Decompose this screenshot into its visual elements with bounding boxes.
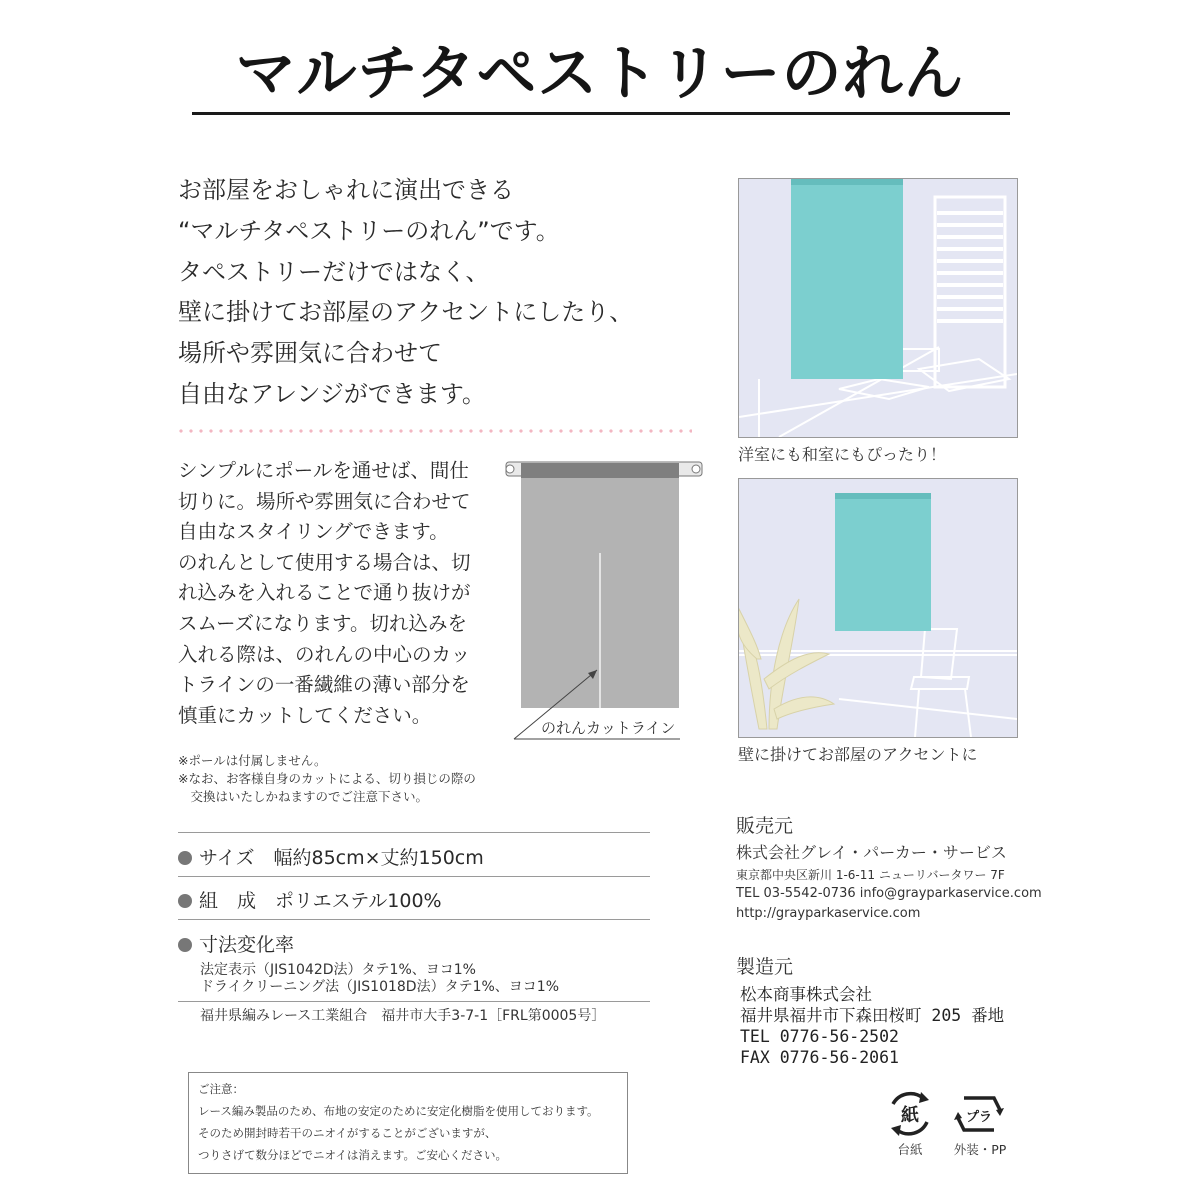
plastic-mark-glyph: プラ: [965, 1110, 993, 1125]
bullet-icon: [178, 938, 192, 952]
room-photo-2: [738, 478, 1018, 738]
photo-caption-1: 洋室にも和室にもぴったり！: [738, 445, 947, 464]
photo-caption-2: 壁に掛けてお部屋のアクセントに: [738, 745, 978, 764]
pole-end-left: [506, 465, 514, 473]
caution-line: そのため開封時若干のニオイがすることがございますが、: [198, 1126, 497, 1140]
plastic-label: 外装・PP: [953, 1142, 1007, 1157]
noren-top-band: [521, 463, 679, 478]
spec-divider: [178, 919, 650, 920]
note-line: ※ポールは付属しません。: [178, 753, 327, 768]
seller-heading: 販売元: [736, 815, 794, 837]
tapestry-shape-2: [835, 493, 931, 631]
paper-label: 台紙: [897, 1142, 923, 1157]
page-title: マルチタペストリーのれん: [235, 39, 965, 109]
spec-size-text: サイズ 幅約85cm×丈約150cm: [199, 847, 484, 869]
maker-heading: 製造元: [736, 956, 794, 978]
noren-illustration: [500, 455, 710, 745]
intro-line: タペストリーだけではなく、: [178, 257, 490, 286]
intro-text: [178, 170, 718, 415]
maker-line: TEL 0776-56-2502: [740, 1027, 899, 1046]
spec-shrink-line: 法定表示（JIS1042D法）タテ1%、ヨコ1%: [200, 962, 476, 978]
maker-line: FAX 0776-56-2061: [740, 1048, 899, 1067]
spec-shrink-line: ドライクリーニング法（JIS1018D法）タテ1%、ヨコ1%: [200, 979, 559, 995]
spec-divider: [178, 832, 650, 833]
maker-info: [740, 984, 1004, 1068]
seller-address: 東京都中央区新川 1-6-11 ニューリバータワー 7F: [736, 868, 1005, 882]
seller-url: http://grayparkaservice.com: [736, 906, 921, 921]
paper-recycle-icon: [885, 1090, 935, 1138]
paper-mark-glyph: 紙: [901, 1105, 919, 1126]
maker-line: 福井県福井市下森田桜町 205 番地: [740, 1006, 1005, 1025]
usage-line: 慎重にカットしてください。: [178, 703, 432, 727]
spec-size: [178, 843, 484, 870]
caution-box: [188, 1072, 628, 1174]
usage-text: [178, 456, 508, 731]
title-divider: [192, 112, 1010, 115]
spec-shrink-title: [178, 930, 294, 957]
usage-line: 自由なスタイリングできます。: [178, 520, 449, 544]
intro-line: お部屋をおしゃれに演出できる: [178, 176, 514, 204]
spec-divider: [178, 1001, 650, 1002]
usage-line: スムーズになります。切れ込みを: [178, 611, 467, 635]
cut-line-label: のれんカットライン: [541, 719, 676, 737]
seller-company: 株式会社グレイ・パーカー・サービス: [736, 843, 1007, 862]
room-scene-1: [739, 179, 1017, 437]
spec-association: 福井県編みレース工業組合 福井市大手3-7-1［FRL第0005号］: [200, 1008, 606, 1024]
room-scene-2: [739, 479, 1017, 737]
usage-line: れ込みを入れることで通り抜けが: [178, 581, 471, 605]
usage-line: 切りに。場所や雰囲気に合わせて: [178, 489, 471, 513]
bullet-icon: [178, 894, 192, 908]
intro-line: “マルチタペストリーのれん”です。: [178, 216, 560, 245]
notes: [178, 752, 476, 806]
seller-contact: TEL 03-5542-0736 info@grayparkaservice.com: [736, 886, 1042, 901]
room-photo-1: [738, 178, 1018, 438]
spec-shrink-title-text: 寸法変化率: [199, 934, 295, 956]
dotted-divider: [176, 428, 692, 434]
usage-line: 入れる際は、のれんの中心のカッ: [178, 642, 471, 666]
intro-line: 自由なアレンジができます。: [178, 379, 486, 408]
spec-divider: [178, 876, 650, 877]
usage-line: トラインの一番繊維の薄い部分を: [178, 673, 470, 697]
intro-line: 場所や雰囲気に合わせて: [178, 339, 442, 368]
pole-end-right: [692, 465, 700, 473]
usage-line: のれんとして使用する場合は、切: [178, 550, 471, 574]
bullet-icon: [178, 851, 192, 865]
caution-line: つりさげて数分ほどでニオイは消えます。ご安心ください。: [198, 1148, 508, 1162]
maker-line: 松本商事株式会社: [740, 985, 872, 1004]
caution-line: レース編み製品のため、布地の安定のために安定化樹脂を使用しております。: [198, 1104, 599, 1118]
note-line: 交換はいたしかねますのでご注意下さい。: [178, 789, 429, 804]
intro-line: 壁に掛けてお部屋のアクセントにしたり、: [178, 298, 634, 327]
plastic-recycle-icon: [954, 1090, 1004, 1138]
spec-material: [178, 886, 442, 913]
tapestry-shape-1: [791, 179, 903, 379]
usage-line: シンプルにポールを通せば、間仕: [178, 459, 469, 482]
note-line: ※なお、お客様自身のカットによる、切り損じの際の: [178, 771, 476, 786]
spec-material-text: 組 成 ポリエステル100%: [199, 890, 442, 912]
caution-line: ご注意：: [198, 1082, 244, 1096]
